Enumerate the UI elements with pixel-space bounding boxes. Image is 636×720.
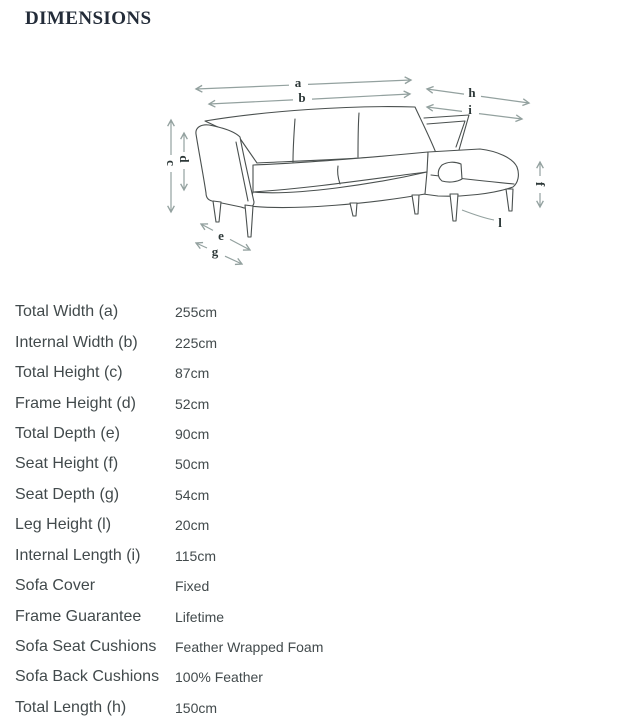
spec-value: 100% Feather — [175, 669, 263, 686]
dim-arrow-b — [209, 94, 410, 104]
spec-label: Total Length (h) — [15, 698, 127, 716]
spec-value: 115cm — [175, 547, 216, 564]
dim-label-a: a — [294, 75, 302, 90]
spec-row — [15, 601, 625, 631]
sofa-chaise — [423, 149, 518, 196]
spec-label: Sofa Seat Cushions — [15, 638, 157, 656]
dim-arrow-g — [196, 243, 242, 264]
dim-arrow-h — [427, 89, 529, 103]
spec-row — [15, 419, 625, 449]
spec-value: 54cm — [175, 486, 210, 503]
spec-value: 255cm — [175, 304, 218, 321]
spec-row — [15, 632, 625, 662]
dim-label-f: f — [533, 181, 548, 187]
dim-label-b: b — [298, 90, 306, 105]
dim-arrow-e — [201, 224, 250, 250]
spec-label: Leg Height (l) — [15, 516, 112, 534]
spec-value: 20cm — [175, 517, 210, 534]
sofa-drawing — [196, 107, 519, 237]
leg-pointer-curve — [462, 210, 494, 220]
dim-label-h: h — [468, 85, 476, 100]
spec-row — [15, 510, 625, 540]
spec-label: Total Width (a) — [15, 303, 119, 321]
spec-value: 52cm — [175, 395, 210, 412]
spec-row — [15, 449, 625, 479]
spec-value: 225cm — [175, 334, 218, 351]
spec-row — [15, 480, 625, 510]
spec-label: Sofa Cover — [15, 577, 96, 595]
dim-label-d: d — [177, 155, 192, 163]
dim-label-g: g — [211, 244, 219, 259]
sofa-leg — [450, 194, 458, 221]
spec-row — [15, 693, 625, 720]
spec-value: Lifetime — [175, 608, 225, 625]
spec-value: Fixed — [175, 578, 210, 595]
spec-label: Internal Width (b) — [15, 333, 138, 351]
dim-label-c: c — [164, 160, 179, 166]
sofa-leg — [213, 201, 221, 222]
spec-label: Sofa Back Cushions — [15, 668, 160, 686]
spec-row — [15, 571, 625, 601]
spec-value: 87cm — [175, 365, 210, 382]
cushion-side-face — [438, 162, 462, 182]
dim-label-i: i — [468, 102, 472, 117]
sofa-leg — [245, 205, 253, 237]
spec-label: Total Depth (e) — [15, 424, 120, 442]
spec-row — [15, 541, 625, 571]
spec-value: 90cm — [175, 425, 210, 442]
sofa-leg — [506, 189, 513, 211]
sofa-right-arm-inner — [427, 121, 465, 147]
spec-label: Total Height (c) — [15, 364, 123, 382]
spec-row — [15, 388, 625, 418]
spec-label: Frame Guarantee — [15, 607, 142, 625]
section-title: DIMENSIONS — [25, 8, 152, 29]
spec-row — [15, 297, 625, 327]
spec-row — [15, 662, 625, 692]
spec-value: 150cm — [175, 699, 218, 716]
spec-label: Frame Height (d) — [15, 394, 136, 412]
spec-label: Internal Length (i) — [15, 546, 141, 564]
sofa-leg — [350, 203, 357, 216]
spec-row — [15, 327, 625, 357]
specs-table — [15, 297, 625, 720]
sofa-dimension-diagram — [135, 55, 565, 295]
spec-label: Seat Depth (g) — [15, 485, 120, 503]
dim-label-e: e — [218, 228, 224, 243]
dim-label-l: l — [498, 215, 502, 230]
spec-value: Feather Wrapped Foam — [175, 639, 324, 656]
spec-value: 50cm — [175, 456, 210, 473]
sofa-leg — [412, 195, 419, 214]
dim-arrow-a — [196, 80, 411, 89]
spec-row — [15, 358, 625, 388]
spec-label: Seat Height (f) — [15, 455, 119, 473]
